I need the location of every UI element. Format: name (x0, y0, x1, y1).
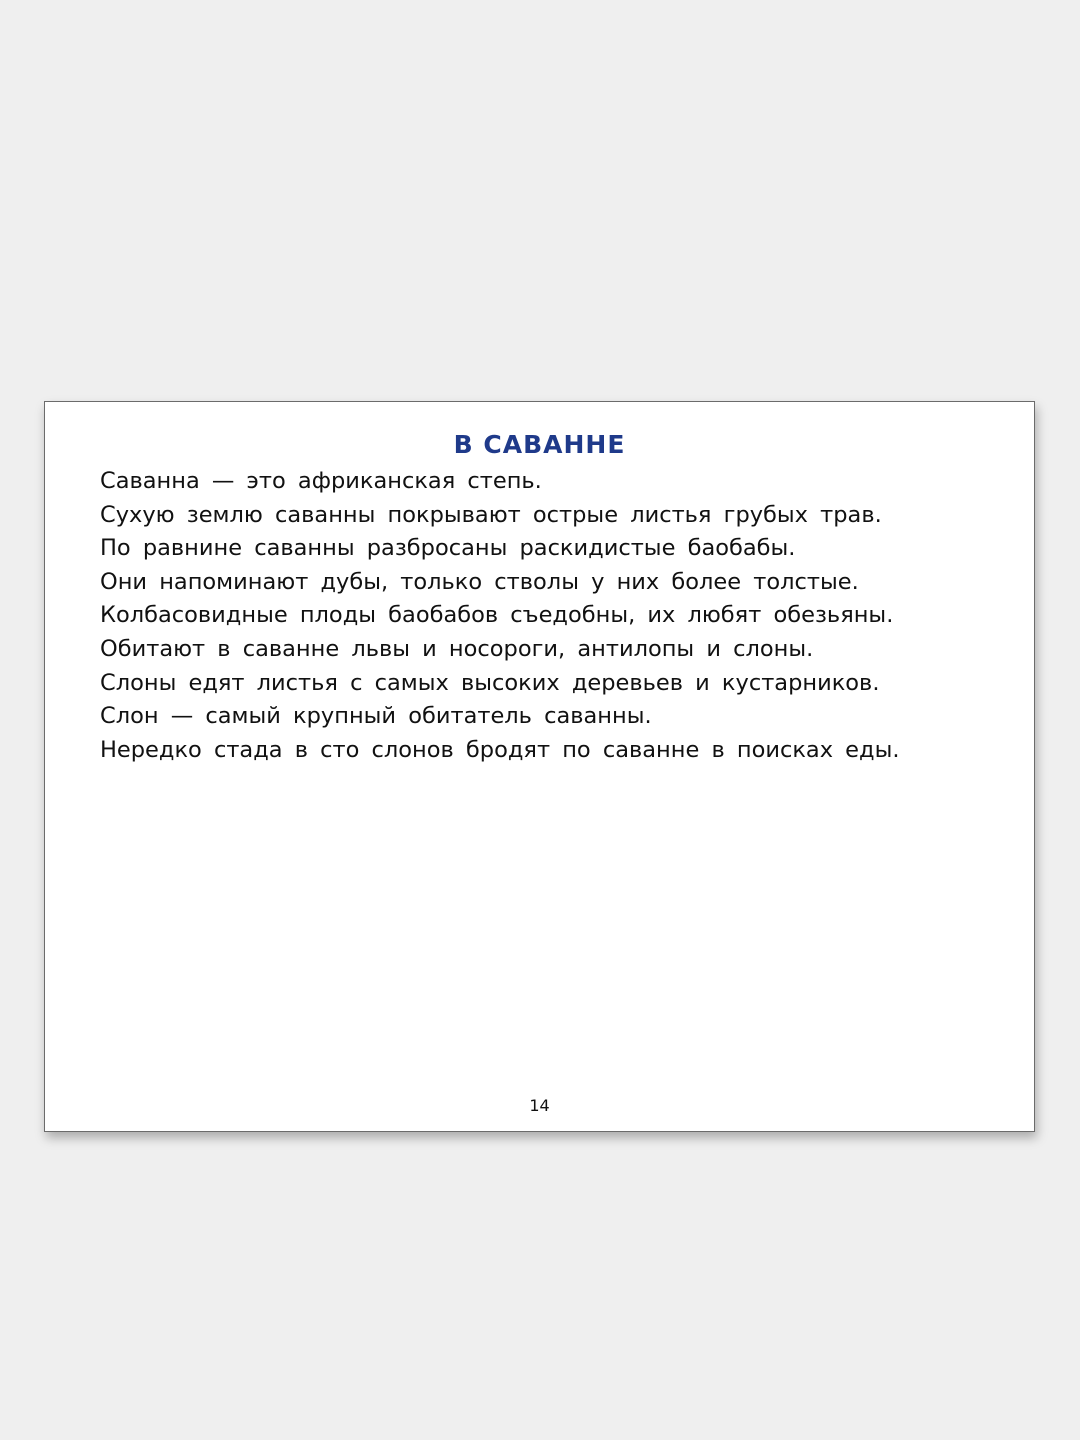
text-body (100, 465, 900, 767)
text-line: Сухую землю саванны покрывают острые листья грубых трав. (100, 501, 882, 528)
book-page (44, 401, 1035, 1132)
text-line: Обитают в саванне львы и носороги, антилопы и слоны. (100, 635, 814, 662)
text-line: Слоны едят листья с самых высоких деревьев и кустарников. (100, 669, 880, 696)
page-title: В САВАННЕ (453, 430, 626, 459)
text-line: По равнине саванны разбросаны раскидистые баобабы. (100, 535, 796, 562)
text-line: Слон — самый крупный обитатель саванны. (100, 703, 652, 730)
text-line: Колбасовидные плоды баобабов съедобны, их любят обезьяны. (100, 602, 894, 629)
text-line: Нередко стада в сто слонов бродят по саванне в поисках еды. (100, 736, 900, 763)
page-number: 14 (529, 1096, 550, 1115)
text-line: Они напоминают дубы, только стволы у них более толстые. (100, 568, 859, 595)
text-line: Саванна — это африканская степь. (100, 468, 542, 494)
